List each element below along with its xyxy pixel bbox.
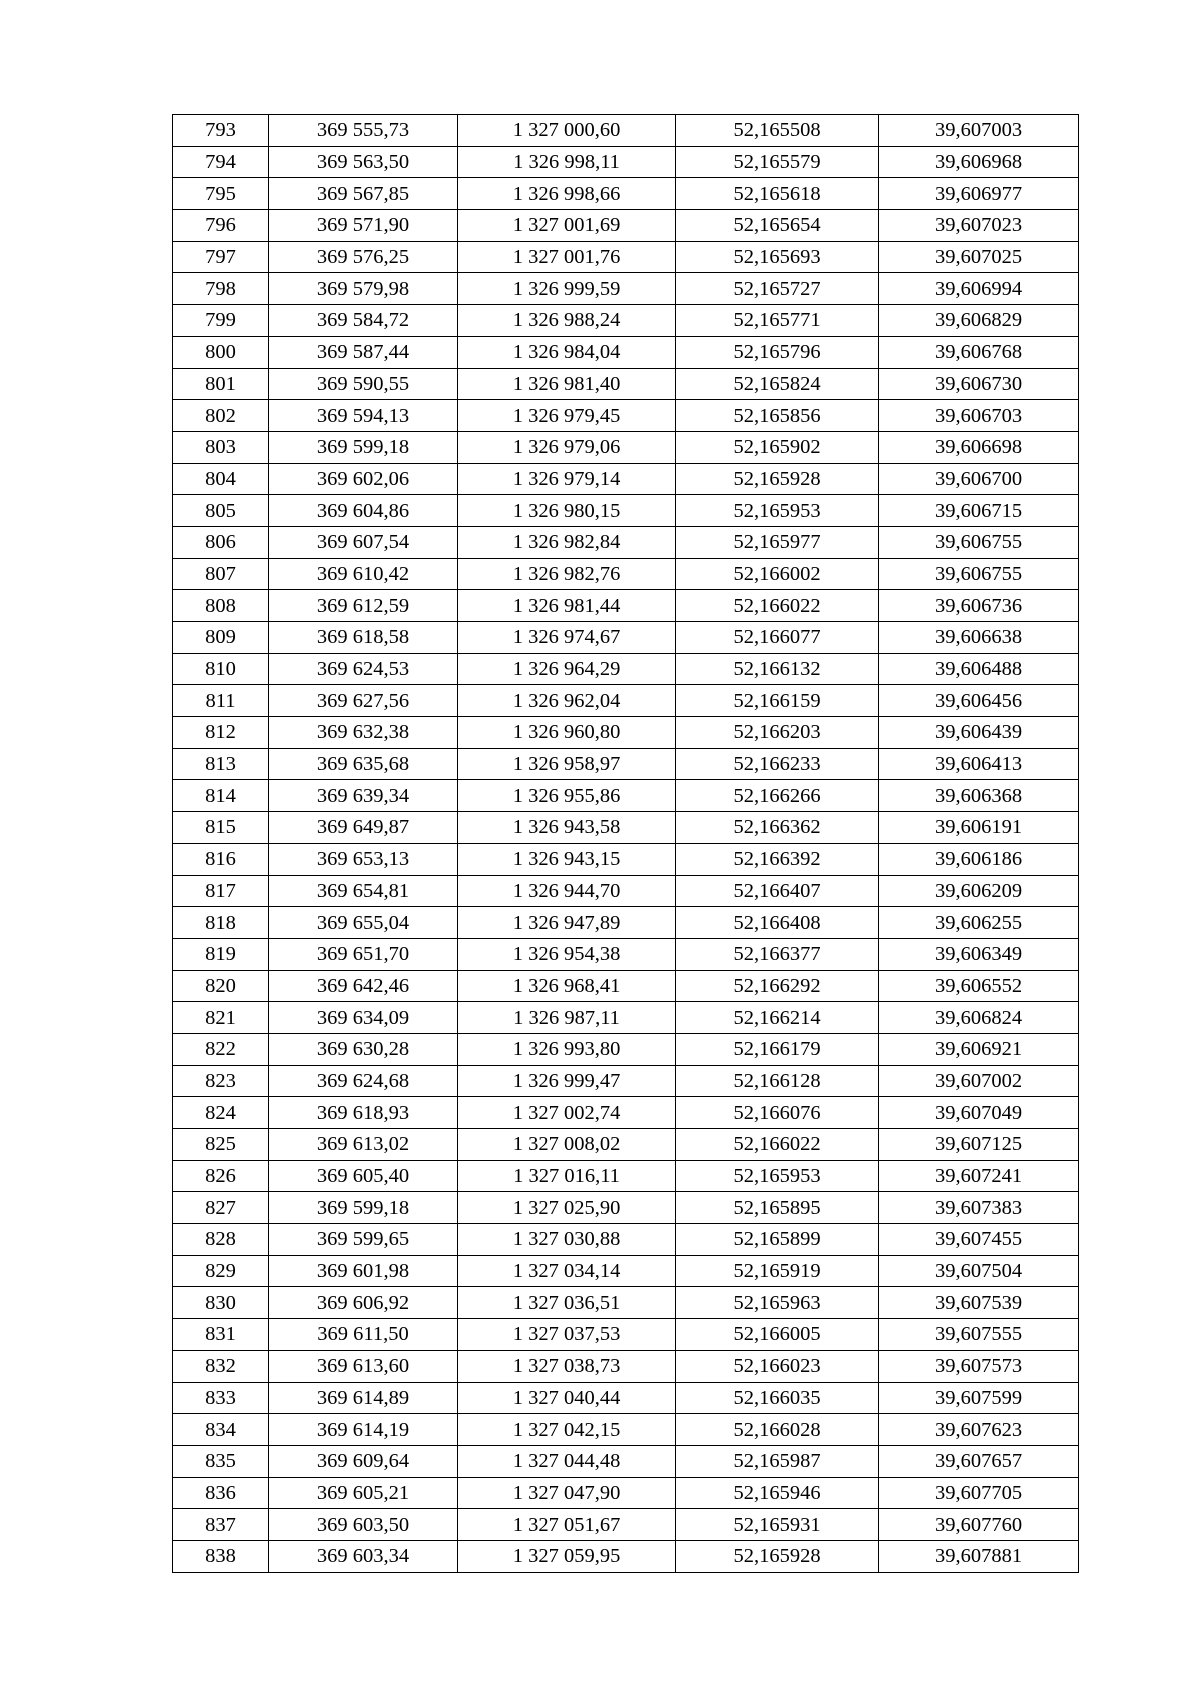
latitude-cell: 52,165953 bbox=[676, 1160, 879, 1192]
table-row bbox=[173, 210, 1079, 242]
y-coordinate-cell: 1 326 979,45 bbox=[458, 400, 676, 432]
x-coordinate-cell: 369 610,42 bbox=[269, 558, 458, 590]
x-coordinate-cell: 369 601,98 bbox=[269, 1255, 458, 1287]
x-coordinate-cell: 369 613,02 bbox=[269, 1129, 458, 1161]
longitude-cell: 39,606977 bbox=[879, 178, 1079, 210]
point-number-cell: 823 bbox=[173, 1065, 269, 1097]
table-row bbox=[173, 463, 1079, 495]
y-coordinate-cell: 1 327 008,02 bbox=[458, 1129, 676, 1161]
table-row bbox=[173, 1097, 1079, 1129]
x-coordinate-cell: 369 590,55 bbox=[269, 368, 458, 400]
table-row bbox=[173, 431, 1079, 463]
x-coordinate-cell: 369 599,18 bbox=[269, 1192, 458, 1224]
point-number-cell: 806 bbox=[173, 526, 269, 558]
latitude-cell: 52,166035 bbox=[676, 1382, 879, 1414]
point-number-cell: 798 bbox=[173, 273, 269, 305]
point-number-cell: 811 bbox=[173, 685, 269, 717]
latitude-cell: 52,166266 bbox=[676, 780, 879, 812]
longitude-cell: 39,606755 bbox=[879, 526, 1079, 558]
y-coordinate-cell: 1 326 960,80 bbox=[458, 717, 676, 749]
longitude-cell: 39,606703 bbox=[879, 400, 1079, 432]
point-number-cell: 819 bbox=[173, 938, 269, 970]
table-row bbox=[173, 875, 1079, 907]
longitude-cell: 39,606829 bbox=[879, 305, 1079, 337]
point-number-cell: 801 bbox=[173, 368, 269, 400]
y-coordinate-cell: 1 326 999,59 bbox=[458, 273, 676, 305]
longitude-cell: 39,606368 bbox=[879, 780, 1079, 812]
point-number-cell: 794 bbox=[173, 146, 269, 178]
point-number-cell: 835 bbox=[173, 1445, 269, 1477]
point-number-cell: 838 bbox=[173, 1540, 269, 1572]
table-row bbox=[173, 1224, 1079, 1256]
point-number-cell: 815 bbox=[173, 812, 269, 844]
coordinates-table-body bbox=[173, 115, 1079, 1573]
y-coordinate-cell: 1 326 979,06 bbox=[458, 431, 676, 463]
point-number-cell: 804 bbox=[173, 463, 269, 495]
latitude-cell: 52,166002 bbox=[676, 558, 879, 590]
y-coordinate-cell: 1 326 944,70 bbox=[458, 875, 676, 907]
x-coordinate-cell: 369 618,93 bbox=[269, 1097, 458, 1129]
table-row bbox=[173, 241, 1079, 273]
x-coordinate-cell: 369 579,98 bbox=[269, 273, 458, 305]
y-coordinate-cell: 1 326 979,14 bbox=[458, 463, 676, 495]
longitude-cell: 39,606730 bbox=[879, 368, 1079, 400]
x-coordinate-cell: 369 613,60 bbox=[269, 1350, 458, 1382]
y-coordinate-cell: 1 326 955,86 bbox=[458, 780, 676, 812]
longitude-cell: 39,607455 bbox=[879, 1224, 1079, 1256]
x-coordinate-cell: 369 649,87 bbox=[269, 812, 458, 844]
latitude-cell: 52,166022 bbox=[676, 1129, 879, 1161]
longitude-cell: 39,606456 bbox=[879, 685, 1079, 717]
latitude-cell: 52,166214 bbox=[676, 1002, 879, 1034]
x-coordinate-cell: 369 651,70 bbox=[269, 938, 458, 970]
point-number-cell: 836 bbox=[173, 1477, 269, 1509]
y-coordinate-cell: 1 327 059,95 bbox=[458, 1540, 676, 1572]
longitude-cell: 39,607002 bbox=[879, 1065, 1079, 1097]
x-coordinate-cell: 369 624,53 bbox=[269, 653, 458, 685]
x-coordinate-cell: 369 587,44 bbox=[269, 336, 458, 368]
table-row bbox=[173, 1033, 1079, 1065]
y-coordinate-cell: 1 326 988,24 bbox=[458, 305, 676, 337]
y-coordinate-cell: 1 326 958,97 bbox=[458, 748, 676, 780]
table-row bbox=[173, 717, 1079, 749]
longitude-cell: 39,607504 bbox=[879, 1255, 1079, 1287]
x-coordinate-cell: 369 604,86 bbox=[269, 495, 458, 527]
point-number-cell: 807 bbox=[173, 558, 269, 590]
y-coordinate-cell: 1 326 982,76 bbox=[458, 558, 676, 590]
table-row bbox=[173, 1540, 1079, 1572]
longitude-cell: 39,606488 bbox=[879, 653, 1079, 685]
latitude-cell: 52,165693 bbox=[676, 241, 879, 273]
y-coordinate-cell: 1 326 993,80 bbox=[458, 1033, 676, 1065]
latitude-cell: 52,165963 bbox=[676, 1287, 879, 1319]
y-coordinate-cell: 1 326 984,04 bbox=[458, 336, 676, 368]
y-coordinate-cell: 1 326 943,15 bbox=[458, 843, 676, 875]
latitude-cell: 52,166023 bbox=[676, 1350, 879, 1382]
table-row bbox=[173, 495, 1079, 527]
x-coordinate-cell: 369 602,06 bbox=[269, 463, 458, 495]
table-row bbox=[173, 1002, 1079, 1034]
latitude-cell: 52,165508 bbox=[676, 115, 879, 147]
point-number-cell: 837 bbox=[173, 1509, 269, 1541]
point-number-cell: 817 bbox=[173, 875, 269, 907]
latitude-cell: 52,165953 bbox=[676, 495, 879, 527]
point-number-cell: 800 bbox=[173, 336, 269, 368]
longitude-cell: 39,607657 bbox=[879, 1445, 1079, 1477]
table-row bbox=[173, 1477, 1079, 1509]
point-number-cell: 829 bbox=[173, 1255, 269, 1287]
x-coordinate-cell: 369 611,50 bbox=[269, 1319, 458, 1351]
y-coordinate-cell: 1 327 030,88 bbox=[458, 1224, 676, 1256]
x-coordinate-cell: 369 594,13 bbox=[269, 400, 458, 432]
x-coordinate-cell: 369 653,13 bbox=[269, 843, 458, 875]
latitude-cell: 52,165895 bbox=[676, 1192, 879, 1224]
point-number-cell: 797 bbox=[173, 241, 269, 273]
point-number-cell: 828 bbox=[173, 1224, 269, 1256]
longitude-cell: 39,606552 bbox=[879, 970, 1079, 1002]
latitude-cell: 52,165946 bbox=[676, 1477, 879, 1509]
y-coordinate-cell: 1 326 947,89 bbox=[458, 907, 676, 939]
table-row bbox=[173, 685, 1079, 717]
longitude-cell: 39,606755 bbox=[879, 558, 1079, 590]
longitude-cell: 39,606255 bbox=[879, 907, 1079, 939]
longitude-cell: 39,607023 bbox=[879, 210, 1079, 242]
table-row bbox=[173, 1160, 1079, 1192]
table-row bbox=[173, 622, 1079, 654]
point-number-cell: 818 bbox=[173, 907, 269, 939]
point-number-cell: 833 bbox=[173, 1382, 269, 1414]
x-coordinate-cell: 369 654,81 bbox=[269, 875, 458, 907]
x-coordinate-cell: 369 599,65 bbox=[269, 1224, 458, 1256]
latitude-cell: 52,166022 bbox=[676, 590, 879, 622]
table-row bbox=[173, 146, 1079, 178]
point-number-cell: 793 bbox=[173, 115, 269, 147]
longitude-cell: 39,607003 bbox=[879, 115, 1079, 147]
x-coordinate-cell: 369 599,18 bbox=[269, 431, 458, 463]
longitude-cell: 39,606715 bbox=[879, 495, 1079, 527]
latitude-cell: 52,166005 bbox=[676, 1319, 879, 1351]
latitude-cell: 52,166233 bbox=[676, 748, 879, 780]
point-number-cell: 795 bbox=[173, 178, 269, 210]
table-row bbox=[173, 273, 1079, 305]
point-number-cell: 796 bbox=[173, 210, 269, 242]
y-coordinate-cell: 1 327 038,73 bbox=[458, 1350, 676, 1382]
y-coordinate-cell: 1 326 987,11 bbox=[458, 1002, 676, 1034]
point-number-cell: 808 bbox=[173, 590, 269, 622]
y-coordinate-cell: 1 326 980,15 bbox=[458, 495, 676, 527]
latitude-cell: 52,165824 bbox=[676, 368, 879, 400]
y-coordinate-cell: 1 327 016,11 bbox=[458, 1160, 676, 1192]
table-row bbox=[173, 653, 1079, 685]
table-row bbox=[173, 748, 1079, 780]
table-row bbox=[173, 1255, 1079, 1287]
latitude-cell: 52,165618 bbox=[676, 178, 879, 210]
point-number-cell: 832 bbox=[173, 1350, 269, 1382]
table-row bbox=[173, 590, 1079, 622]
point-number-cell: 827 bbox=[173, 1192, 269, 1224]
point-number-cell: 799 bbox=[173, 305, 269, 337]
x-coordinate-cell: 369 612,59 bbox=[269, 590, 458, 622]
y-coordinate-cell: 1 326 962,04 bbox=[458, 685, 676, 717]
coordinates-table bbox=[172, 114, 1079, 1573]
table-row bbox=[173, 178, 1079, 210]
x-coordinate-cell: 369 618,58 bbox=[269, 622, 458, 654]
y-coordinate-cell: 1 326 998,11 bbox=[458, 146, 676, 178]
longitude-cell: 39,607881 bbox=[879, 1540, 1079, 1572]
table-row bbox=[173, 1509, 1079, 1541]
longitude-cell: 39,607705 bbox=[879, 1477, 1079, 1509]
latitude-cell: 52,165796 bbox=[676, 336, 879, 368]
longitude-cell: 39,607025 bbox=[879, 241, 1079, 273]
point-number-cell: 820 bbox=[173, 970, 269, 1002]
latitude-cell: 52,166392 bbox=[676, 843, 879, 875]
latitude-cell: 52,166377 bbox=[676, 938, 879, 970]
longitude-cell: 39,607383 bbox=[879, 1192, 1079, 1224]
longitude-cell: 39,606994 bbox=[879, 273, 1079, 305]
table-row bbox=[173, 368, 1079, 400]
table-row bbox=[173, 558, 1079, 590]
point-number-cell: 802 bbox=[173, 400, 269, 432]
latitude-cell: 52,166407 bbox=[676, 875, 879, 907]
longitude-cell: 39,606209 bbox=[879, 875, 1079, 907]
y-coordinate-cell: 1 327 037,53 bbox=[458, 1319, 676, 1351]
point-number-cell: 825 bbox=[173, 1129, 269, 1161]
longitude-cell: 39,606191 bbox=[879, 812, 1079, 844]
longitude-cell: 39,606700 bbox=[879, 463, 1079, 495]
longitude-cell: 39,607125 bbox=[879, 1129, 1079, 1161]
x-coordinate-cell: 369 614,19 bbox=[269, 1414, 458, 1446]
y-coordinate-cell: 1 327 034,14 bbox=[458, 1255, 676, 1287]
longitude-cell: 39,606736 bbox=[879, 590, 1079, 622]
latitude-cell: 52,165902 bbox=[676, 431, 879, 463]
table-row bbox=[173, 1350, 1079, 1382]
y-coordinate-cell: 1 327 044,48 bbox=[458, 1445, 676, 1477]
longitude-cell: 39,606698 bbox=[879, 431, 1079, 463]
y-coordinate-cell: 1 326 982,84 bbox=[458, 526, 676, 558]
point-number-cell: 826 bbox=[173, 1160, 269, 1192]
x-coordinate-cell: 369 634,09 bbox=[269, 1002, 458, 1034]
latitude-cell: 52,165771 bbox=[676, 305, 879, 337]
longitude-cell: 39,606349 bbox=[879, 938, 1079, 970]
table-row bbox=[173, 812, 1079, 844]
latitude-cell: 52,166028 bbox=[676, 1414, 879, 1446]
latitude-cell: 52,166132 bbox=[676, 653, 879, 685]
latitude-cell: 52,166077 bbox=[676, 622, 879, 654]
y-coordinate-cell: 1 327 001,69 bbox=[458, 210, 676, 242]
x-coordinate-cell: 369 655,04 bbox=[269, 907, 458, 939]
point-number-cell: 809 bbox=[173, 622, 269, 654]
x-coordinate-cell: 369 624,68 bbox=[269, 1065, 458, 1097]
y-coordinate-cell: 1 326 968,41 bbox=[458, 970, 676, 1002]
latitude-cell: 52,165928 bbox=[676, 1540, 879, 1572]
x-coordinate-cell: 369 567,85 bbox=[269, 178, 458, 210]
x-coordinate-cell: 369 609,64 bbox=[269, 1445, 458, 1477]
x-coordinate-cell: 369 584,72 bbox=[269, 305, 458, 337]
x-coordinate-cell: 369 606,92 bbox=[269, 1287, 458, 1319]
y-coordinate-cell: 1 327 002,74 bbox=[458, 1097, 676, 1129]
table-row bbox=[173, 1287, 1079, 1319]
x-coordinate-cell: 369 603,34 bbox=[269, 1540, 458, 1572]
y-coordinate-cell: 1 327 000,60 bbox=[458, 115, 676, 147]
x-coordinate-cell: 369 635,68 bbox=[269, 748, 458, 780]
table-row bbox=[173, 843, 1079, 875]
longitude-cell: 39,606413 bbox=[879, 748, 1079, 780]
point-number-cell: 831 bbox=[173, 1319, 269, 1351]
longitude-cell: 39,606824 bbox=[879, 1002, 1079, 1034]
longitude-cell: 39,606921 bbox=[879, 1033, 1079, 1065]
table-row bbox=[173, 1382, 1079, 1414]
point-number-cell: 814 bbox=[173, 780, 269, 812]
y-coordinate-cell: 1 326 974,67 bbox=[458, 622, 676, 654]
longitude-cell: 39,607760 bbox=[879, 1509, 1079, 1541]
longitude-cell: 39,606186 bbox=[879, 843, 1079, 875]
longitude-cell: 39,606439 bbox=[879, 717, 1079, 749]
table-row bbox=[173, 1445, 1079, 1477]
longitude-cell: 39,607539 bbox=[879, 1287, 1079, 1319]
y-coordinate-cell: 1 327 047,90 bbox=[458, 1477, 676, 1509]
latitude-cell: 52,166128 bbox=[676, 1065, 879, 1097]
table-row bbox=[173, 1129, 1079, 1161]
longitude-cell: 39,606768 bbox=[879, 336, 1079, 368]
y-coordinate-cell: 1 326 964,29 bbox=[458, 653, 676, 685]
x-coordinate-cell: 369 563,50 bbox=[269, 146, 458, 178]
latitude-cell: 52,166408 bbox=[676, 907, 879, 939]
longitude-cell: 39,607599 bbox=[879, 1382, 1079, 1414]
y-coordinate-cell: 1 326 999,47 bbox=[458, 1065, 676, 1097]
latitude-cell: 52,165654 bbox=[676, 210, 879, 242]
x-coordinate-cell: 369 605,21 bbox=[269, 1477, 458, 1509]
table-row bbox=[173, 400, 1079, 432]
y-coordinate-cell: 1 327 042,15 bbox=[458, 1414, 676, 1446]
point-number-cell: 816 bbox=[173, 843, 269, 875]
y-coordinate-cell: 1 326 954,38 bbox=[458, 938, 676, 970]
latitude-cell: 52,165856 bbox=[676, 400, 879, 432]
y-coordinate-cell: 1 327 001,76 bbox=[458, 241, 676, 273]
x-coordinate-cell: 369 605,40 bbox=[269, 1160, 458, 1192]
latitude-cell: 52,165579 bbox=[676, 146, 879, 178]
latitude-cell: 52,166179 bbox=[676, 1033, 879, 1065]
longitude-cell: 39,607049 bbox=[879, 1097, 1079, 1129]
y-coordinate-cell: 1 327 036,51 bbox=[458, 1287, 676, 1319]
y-coordinate-cell: 1 326 981,40 bbox=[458, 368, 676, 400]
latitude-cell: 52,165977 bbox=[676, 526, 879, 558]
table-row bbox=[173, 1065, 1079, 1097]
latitude-cell: 52,165919 bbox=[676, 1255, 879, 1287]
point-number-cell: 805 bbox=[173, 495, 269, 527]
table-row bbox=[173, 1319, 1079, 1351]
x-coordinate-cell: 369 603,50 bbox=[269, 1509, 458, 1541]
table-row bbox=[173, 526, 1079, 558]
x-coordinate-cell: 369 627,56 bbox=[269, 685, 458, 717]
table-row bbox=[173, 1414, 1079, 1446]
x-coordinate-cell: 369 630,28 bbox=[269, 1033, 458, 1065]
table-row bbox=[173, 1192, 1079, 1224]
longitude-cell: 39,607555 bbox=[879, 1319, 1079, 1351]
point-number-cell: 824 bbox=[173, 1097, 269, 1129]
point-number-cell: 822 bbox=[173, 1033, 269, 1065]
table-row bbox=[173, 970, 1079, 1002]
longitude-cell: 39,607573 bbox=[879, 1350, 1079, 1382]
x-coordinate-cell: 369 642,46 bbox=[269, 970, 458, 1002]
x-coordinate-cell: 369 639,34 bbox=[269, 780, 458, 812]
table-row bbox=[173, 115, 1079, 147]
latitude-cell: 52,166076 bbox=[676, 1097, 879, 1129]
x-coordinate-cell: 369 632,38 bbox=[269, 717, 458, 749]
point-number-cell: 821 bbox=[173, 1002, 269, 1034]
x-coordinate-cell: 369 614,89 bbox=[269, 1382, 458, 1414]
longitude-cell: 39,606968 bbox=[879, 146, 1079, 178]
y-coordinate-cell: 1 326 943,58 bbox=[458, 812, 676, 844]
table-row bbox=[173, 907, 1079, 939]
latitude-cell: 52,166362 bbox=[676, 812, 879, 844]
y-coordinate-cell: 1 327 040,44 bbox=[458, 1382, 676, 1414]
y-coordinate-cell: 1 326 998,66 bbox=[458, 178, 676, 210]
latitude-cell: 52,166159 bbox=[676, 685, 879, 717]
y-coordinate-cell: 1 327 051,67 bbox=[458, 1509, 676, 1541]
latitude-cell: 52,165727 bbox=[676, 273, 879, 305]
latitude-cell: 52,165928 bbox=[676, 463, 879, 495]
point-number-cell: 830 bbox=[173, 1287, 269, 1319]
longitude-cell: 39,606638 bbox=[879, 622, 1079, 654]
table-row bbox=[173, 305, 1079, 337]
point-number-cell: 803 bbox=[173, 431, 269, 463]
longitude-cell: 39,607241 bbox=[879, 1160, 1079, 1192]
table-row bbox=[173, 336, 1079, 368]
x-coordinate-cell: 369 571,90 bbox=[269, 210, 458, 242]
longitude-cell: 39,607623 bbox=[879, 1414, 1079, 1446]
latitude-cell: 52,166203 bbox=[676, 717, 879, 749]
x-coordinate-cell: 369 607,54 bbox=[269, 526, 458, 558]
point-number-cell: 813 bbox=[173, 748, 269, 780]
latitude-cell: 52,165931 bbox=[676, 1509, 879, 1541]
x-coordinate-cell: 369 576,25 bbox=[269, 241, 458, 273]
latitude-cell: 52,165987 bbox=[676, 1445, 879, 1477]
table-row bbox=[173, 938, 1079, 970]
x-coordinate-cell: 369 555,73 bbox=[269, 115, 458, 147]
point-number-cell: 812 bbox=[173, 717, 269, 749]
table-row bbox=[173, 780, 1079, 812]
y-coordinate-cell: 1 327 025,90 bbox=[458, 1192, 676, 1224]
y-coordinate-cell: 1 326 981,44 bbox=[458, 590, 676, 622]
latitude-cell: 52,165899 bbox=[676, 1224, 879, 1256]
point-number-cell: 810 bbox=[173, 653, 269, 685]
point-number-cell: 834 bbox=[173, 1414, 269, 1446]
latitude-cell: 52,166292 bbox=[676, 970, 879, 1002]
